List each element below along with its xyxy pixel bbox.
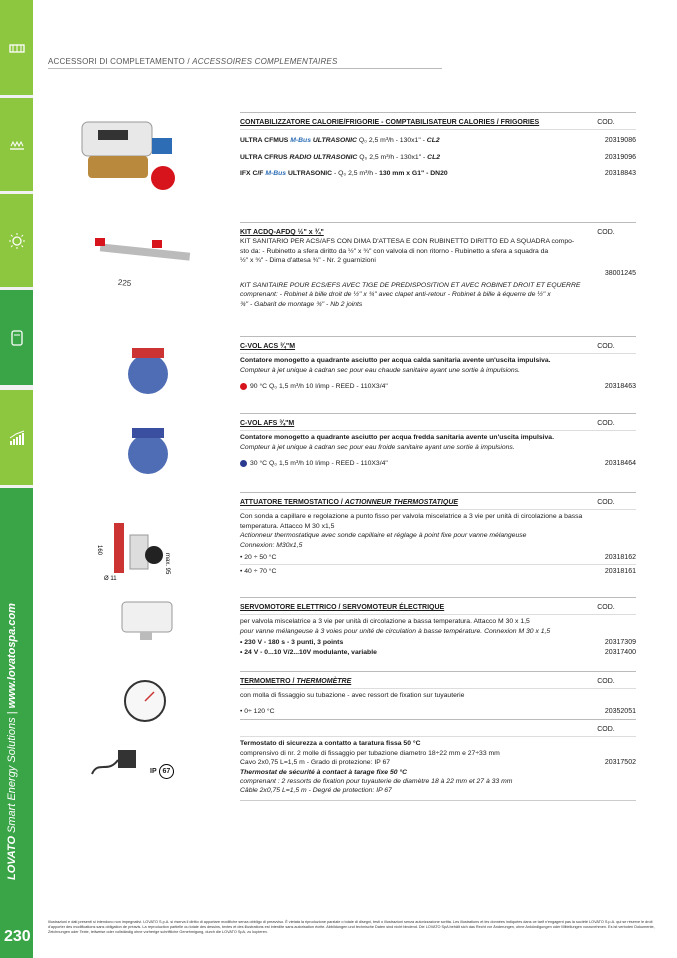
- tab-solar[interactable]: [0, 194, 33, 287]
- brand-vertical: LOVATO Smart Energy Solutions | www.lovatospa.com: [6, 603, 18, 880]
- hot-water-dot: [240, 383, 247, 390]
- section-cvol-afs: C-VOL AFS ¾"M COD. Contatore monogetto a quadrante asciutto per acqua fredda sanitaria avente un'uscita impulsiva. Compteur à jet unique à cadran sec pour eau froide sanitaire ayant une sortie à impulsions. 30 °C Q₀ 1,5 m³/h 10 l/imp - REED - 110X3/4" 20318464: [240, 413, 636, 469]
- ip-rating: IP 67: [150, 764, 174, 779]
- section-thermometer: TERMOMETRO / THERMOMÈTRE COD. con molla di fissaggio su tubazione - avec ressort de fixation sur tuyauterie • 0÷ 120 °C 20352051: [240, 671, 636, 716]
- section-thermostatic-actuator: ATTUATORE TERMOSTATICO / ACTIONNEUR THERMOSTATIQUE COD. Con sonda a capillare e regolazione a punto fisso per valvola miscelatrice a 3 vie per unità di circolazione a bassa temperatura. Attacco M 30 x1,5 Actionneur thermostatique avec sonde capillaire et réglage à point fixe pour vanne mélangeuse Connexion: M30x1,5 • 20 ÷ 50 °C 20318162 • 40 ÷ 70 °C 20318161: [240, 492, 636, 577]
- radiator-icon: [8, 39, 26, 57]
- section-cvol-acs: C-VOL ACS ¾"M COD. Contatore monogetto a quadrante asciutto per acqua calda sanitaria avente un'uscita impulsiva. Compteur à jet unique à cadran sec pour eau chaude sanitaire ayant une sortie à impulsions. 90 °C Q₀ 1,5 m³/h 10 l/imp - REED - 110X3/4" 20318463: [240, 336, 636, 392]
- meter-cold-image: [118, 420, 178, 480]
- servomotor-image: [118, 598, 180, 642]
- tab-metering[interactable]: [0, 290, 33, 385]
- tab-statistics[interactable]: [0, 390, 33, 485]
- cold-water-dot: [240, 460, 247, 467]
- page-number: 230: [4, 928, 31, 945]
- section-title: CONTABILIZZATORE CALORIE/FRIGORIE - COMPTABILISATEUR CALORIES / FRIGORIES: [240, 119, 540, 126]
- dim-diameter: Ø 11: [104, 576, 117, 582]
- sanitary-kit-image: [90, 230, 200, 290]
- product-row: ULTRA CFMUS M-Bus ULTRASONIC Q₀ 2,5 m³/h - 130x1" - CL2 20319086: [240, 137, 636, 145]
- meter-icon: [8, 329, 26, 347]
- sun-icon: [8, 232, 26, 250]
- legal-footer: Illustrazioni e dati presenti si intendono non impegnativi. LOVATO S.p.A. si riserva il diritto di apportare modifiche senza obbligo di preavviso. È vietata la riproduzione parziale o totale di disegni, testi o illustrazioni senza autorizzazione scritta. Les illustrations et les données indiquées dans ce tarif n'engagent pas la société LOVATO S.p.A. qui se réserve le droit d'apporter des modifications sans obligation de préavis. La reproduction partielle ou totale des dessins, textes et des illustrations est interdite sans autorisation écrite. Abbildungen und technische Daten sind nicht bindend. Die LOVATO SpA behält sich das Recht vor Änderungen, ohne Ankündigungen oder Mitteilungen vorzunehmen. Es ist verboten Dokumente, Zeichnungen oder Texte, teilweise oder vollständig ohne vorherige schriftliche Genehmigung, durch die LOVATO SpA, zu kopieren.: [48, 920, 655, 934]
- section-safety-thermostat: COD. Termostato di sicurezza a contatto a taratura fissa 50 °C comprensivo di nr. 2 molle di fissaggio per tubazione diametro 18÷22 mm e 27÷33 mm Cavo 2x0,75 L=1,5 m - Grado di protezione: IP 67 20317502 Thermostat de sécurité à contact à tarage fixe 50 °C comprenant : 2 ressorts de fixation pour tuyauterie de diamètre 18 à 22 mm et 27 à 33 mm Câble 2x0,75 L=1,5 m - Degré de protection: IP 67: [240, 719, 636, 801]
- page-header: ACCESSORI DI COMPLETAMENTO / ACCESSOIRES COMPLEMENTAIRES: [48, 57, 338, 66]
- floor-heating-icon: [8, 136, 26, 154]
- dim-max: max. 95: [164, 553, 170, 575]
- thermostatic-actuator-image: [92, 515, 182, 583]
- chart-icon: [8, 429, 26, 447]
- sidebar: [0, 0, 33, 958]
- meter-hot-image: [118, 340, 178, 400]
- section-heat-meter: CONTABILIZZATORE CALORIE/FRIGORIE - COMPTABILISATEUR CALORIES / FRIGORIES COD. ULTRA CFMUS M-Bus ULTRASONIC Q₀ 2,5 m³/h - 130x1" - CL2 20319086 ULTRA CFRUS RADIO ULTRASONIC Q₀ 2,5 m³/h - 130x1" - CL2 20319096 IFX C/F M-Bus ULTRASONIC - Q₀ 2,5 m³/h - 130 mm x G1" - DN20 20318843: [240, 112, 636, 179]
- thermometer-image: [120, 676, 170, 726]
- section-kit: KIT ACDQ-AFDQ ½" x ¾" COD. KIT SANITARIO PER ACS/AFS CON DIMA D'ATTESA E CON RUBINETTO DIRITTO ED A SQUADRA compo- sto da: - Rubinetto a sfera diritto da ½" x ¾" con valvola di non ritorno - Rubinetto a sfera a squadra da ½" x ¾" - Dima d'attesa ¾" - Nr. 2 guarnizioni 38001245 KIT SANITAIRE POUR ECS/EFS AVEC TIGE DE PREDISPOSITION ET AVEC ROBINET DROIT ET EQUERRE comprenant: - Robinet à bille droit de ½" x ¾" avec clapet anti-retour - Robinet à bille à équerre de ½" x ¾" - Gabarit de montage ¾" - Nb 2 joints: [240, 222, 636, 309]
- dim-160: 160: [96, 545, 102, 556]
- product-row: ULTRA CFRUS RADIO ULTRASONIC Q₀ 2,5 m³/h - 130x1" - CL2 20319096: [240, 153, 636, 161]
- tab-radiator[interactable]: [0, 0, 33, 95]
- product-row: IFX C/F M-Bus ULTRASONIC - Q₀ 2,5 m³/h - 130 mm x G1" - DN20 20318843: [240, 170, 636, 178]
- safety-thermostat-image: [88, 740, 150, 780]
- kit-dimension: 225: [117, 277, 132, 289]
- tab-floor-heating[interactable]: [0, 98, 33, 191]
- section-servomotor: SERVOMOTORE ELETTRICO / SERVOMOTEUR ÉLECTRIQUE COD. per valvola miscelatrice a 3 vie per unità di circolazione a bassa temperatura. Attacco M 30 x 1,5 pour vanne mélangeuse à 3 voies pour unité de circulation à basse température. Connexion M 30 x 1,5 • 230 V - 180 s - 3 punti, 3 points 20317309 • 24 V - 0...10 V/2...10V modulante, variable 20317400: [240, 597, 636, 657]
- header-divider: [48, 68, 442, 69]
- heat-meter-image: [68, 116, 188, 196]
